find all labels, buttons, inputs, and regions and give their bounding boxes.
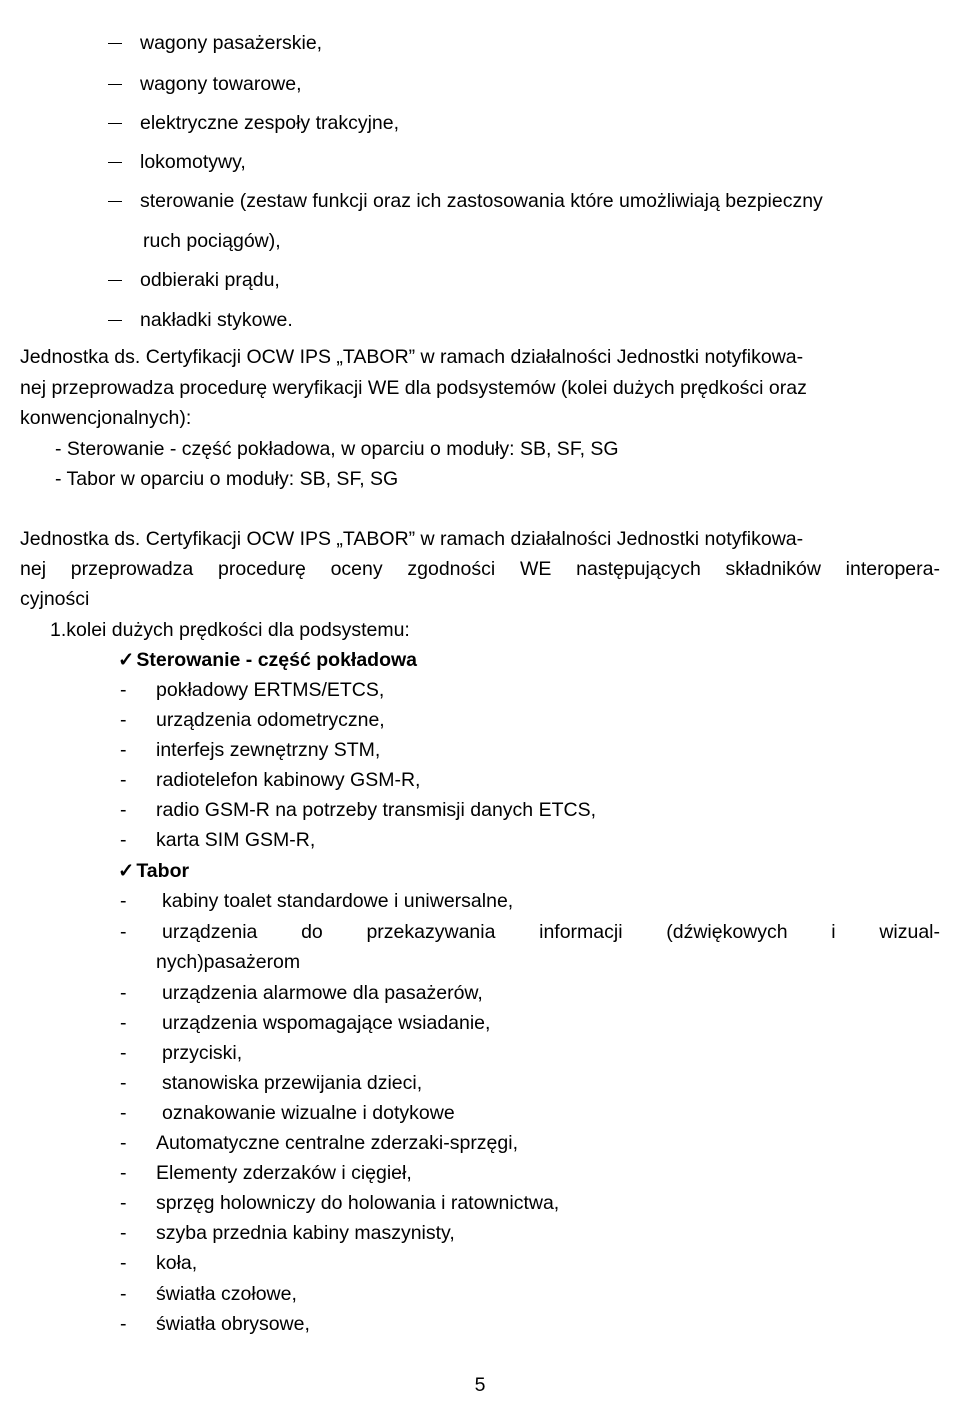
list-item: światła czołowe, (156, 1283, 297, 1305)
paragraph-line: Jednostka ds. Certyfikacji OCW IPS „TABOR” w ramach działalności Jednostki notyfikowa- (20, 528, 804, 550)
dash: - (120, 1192, 127, 1214)
list-item: karta SIM GSM-R, (156, 829, 316, 851)
list-dash (108, 320, 122, 321)
dash: - (120, 982, 127, 1004)
dash: - (120, 1222, 127, 1244)
dash: - (120, 829, 127, 851)
dash: - (120, 1252, 127, 1274)
list-item: przyciski, (162, 1042, 243, 1064)
list-item: urządzenia alarmowe dla pasażerów, (162, 982, 483, 1004)
list-item-continuation: nych)pasażerom (156, 951, 301, 973)
list-item: kabiny toalet standardowe i uniwersalne, (162, 890, 514, 912)
section-heading (118, 859, 189, 883)
dash: - (120, 1283, 127, 1305)
list-dash (108, 123, 122, 124)
dash: - (120, 1012, 127, 1034)
section-title: Tabor (136, 860, 190, 882)
dash: - (120, 679, 127, 701)
list-item: pokładowy ERTMS/ETCS, (156, 679, 385, 701)
list-item: oznakowanie wizualne i dotykowe (162, 1102, 455, 1124)
list-item: urządzenia odometryczne, (156, 709, 385, 731)
list-item: szyba przednia kabiny maszynisty, (156, 1222, 455, 1244)
list-item: wagony pasażerskie, (140, 32, 323, 54)
list-dash (108, 162, 122, 163)
dash: - (120, 739, 127, 761)
section-title: Sterowanie - część pokładowa (136, 649, 418, 671)
list-item: Automatyczne centralne zderzaki-sprzęgi, (156, 1132, 518, 1154)
list-dash (108, 201, 122, 202)
list-item: interfejs zewnętrzny STM, (156, 739, 381, 761)
paragraph-item: - Sterowanie - część pokładowa, w oparciu o moduły: SB, SF, SG (55, 438, 619, 460)
list-item: radio GSM-R na potrzeby transmisji danych ETCS, (156, 799, 596, 821)
list-item: Elementy zderzaków i cięgieł, (156, 1162, 412, 1184)
list-dash (108, 84, 122, 85)
dash: - (120, 799, 127, 821)
list-item: koła, (156, 1252, 198, 1274)
list-item: radiotelefon kabinowy GSM-R, (156, 769, 421, 791)
paragraph-line: nej przeprowadza procedurę weryfikacji WE dla podsystemów (kolei dużych prędkości oraz (20, 377, 807, 399)
page-number: 5 (474, 1374, 486, 1396)
dash: - (120, 1313, 127, 1335)
paragraph-item: - Tabor w oparciu o moduły: SB, SF, SG (55, 468, 399, 490)
checkmark-icon: ✓ (118, 649, 135, 671)
list-item: lokomotywy, (140, 151, 246, 173)
list-item: urządzenia do przekazywania informacji (dźwiękowych i wizual- (162, 921, 940, 943)
dash: - (120, 890, 127, 912)
paragraph-line: konwencjonalnych): (20, 407, 192, 429)
dash: - (120, 709, 127, 731)
list-dash (108, 43, 122, 44)
dash: - (120, 1102, 127, 1124)
list-item: odbieraki prądu, (140, 269, 280, 291)
paragraph-line: nej przeprowadza procedurę oceny zgodności WE następujących składników interopera- (20, 558, 940, 580)
list-item: wagony towarowe, (140, 73, 302, 95)
section-heading (118, 648, 417, 672)
paragraph-line: Jednostka ds. Certyfikacji OCW IPS „TABOR” w ramach działalności Jednostki notyfikowa- (20, 346, 804, 368)
subheading: 1.kolei dużych prędkości dla podsystemu: (50, 619, 410, 641)
list-item-continuation: ruch pociągów), (143, 230, 281, 252)
dash: - (120, 769, 127, 791)
list-item: elektryczne zespoły trakcyjne, (140, 112, 400, 134)
dash: - (120, 1132, 127, 1154)
list-item: stanowiska przewijania dzieci, (162, 1072, 423, 1094)
dash: - (120, 1072, 127, 1094)
dash: - (120, 1042, 127, 1064)
list-item: sprzęg holowniczy do holowania i ratownictwa, (156, 1192, 560, 1214)
list-item: urządzenia wspomagające wsiadanie, (162, 1012, 491, 1034)
list-item: sterowanie (zestaw funkcji oraz ich zastosowania które umożliwiają bezpieczny (140, 190, 823, 212)
list-item: światła obrysowe, (156, 1313, 310, 1335)
dash: - (120, 1162, 127, 1184)
dash: - (120, 921, 127, 943)
list-item: nakładki stykowe. (140, 309, 293, 331)
checkmark-icon: ✓ (118, 860, 135, 882)
list-dash (108, 280, 122, 281)
paragraph-line: cyjności (20, 588, 90, 610)
